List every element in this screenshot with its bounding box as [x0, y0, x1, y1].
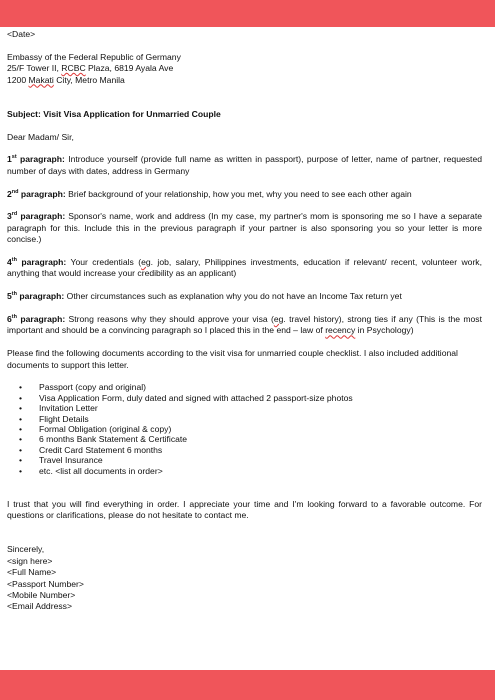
- address-line-1: Embassy of the Federal Republic of Germany: [7, 51, 181, 62]
- signature-line: <Full Name>: [7, 567, 57, 578]
- top-accent-bar: [0, 0, 495, 27]
- paragraph-4: 4th paragraph: Your credentials (eg. job, salary, Philippines investments, education if relevant/ recent, volunteer work, anything that would increase your credibility as an applicant): [7, 257, 482, 279]
- signature-block: [7, 544, 482, 612]
- documents-intro: Please find the following documents according to the visit visa for unmarried couple checklist. I also included additional documents to support this letter.: [7, 348, 458, 370]
- list-item: • Flight Details: [39, 414, 482, 424]
- signature-line: <Email Address>: [7, 601, 72, 612]
- spellcheck-word: recency: [325, 325, 356, 336]
- list-item: • Passport (copy and original): [39, 382, 482, 392]
- list-item: • Formal Obligation (original & copy): [39, 424, 482, 434]
- spellcheck-word: eg: [141, 257, 151, 267]
- salutation: Dear Madam/ Sir,: [7, 131, 74, 142]
- closing-word: Sincerely,: [7, 544, 45, 555]
- signature-line: <Mobile Number>: [7, 590, 76, 601]
- bottom-accent-bar: [0, 670, 495, 700]
- list-item: • 6 months Bank Statement & Certificate: [39, 434, 482, 444]
- signature-line: <sign here>: [7, 555, 53, 566]
- spellcheck-word: eg: [273, 314, 284, 324]
- signature-line: <Passport Number>: [7, 578, 84, 589]
- list-item: • Credit Card Statement 6 months: [39, 445, 482, 455]
- date-placeholder: <Date>: [7, 29, 36, 39]
- paragraph-6: 6th paragraph: Strong reasons why they should approve your visa (eg. travel history), strong ties if any (This is the most important and should be a convincing paragraph so I placed this in the end – law of recency in Psychology): [7, 314, 482, 336]
- paragraph-2: 2nd paragraph: Brief background of your relationship, how you met, why you need to see each other again: [7, 188, 412, 199]
- address-line-2: 25/F Tower II, RCBC Plaza, 6819 Ayala Ave: [7, 63, 174, 74]
- subject-line: Subject: Visit Visa Application for Unmarried Couple: [7, 108, 221, 119]
- documents-list: [7, 382, 482, 476]
- list-item: • etc. <list all documents in order>: [39, 466, 482, 476]
- closing-paragraph: I trust that you will find everything in order. I appreciate your time and I'm looking forward to a favorable outcome. For questions or clarifications, please do not hesitate to contact me.: [7, 498, 482, 521]
- list-item: • Travel Insurance: [39, 455, 482, 465]
- paragraph-5: 5th paragraph: Other circumstances such as explanation why you do not have an Income Tax return yet: [7, 291, 402, 302]
- list-item: • Visa Application Form, duly dated and signed with attached 2 passport-size photos: [39, 393, 482, 403]
- recipient-address: [7, 52, 482, 86]
- paragraph-3: 3rd paragraph: Sponsor's name, work and address (In my case, my partner's mom is sponsoring me so I have a separate paragraph for this. Include this in the previous paragraph if your partner is also sponsoring you so your letter is more concise.): [7, 211, 482, 245]
- spellcheck-word: RCBC: [61, 63, 86, 74]
- list-item: • Invitation Letter: [39, 403, 482, 413]
- address-line-3: 1200 Makati City, Metro Manila: [7, 74, 125, 85]
- paragraph-1: 1st paragraph: Introduce yourself (provide full name as written in passport), purpose of letter, name of partner, requested number of days with dates, address in Germany: [7, 154, 482, 176]
- spellcheck-word: Makati: [28, 74, 54, 85]
- letter-body: [7, 29, 482, 613]
